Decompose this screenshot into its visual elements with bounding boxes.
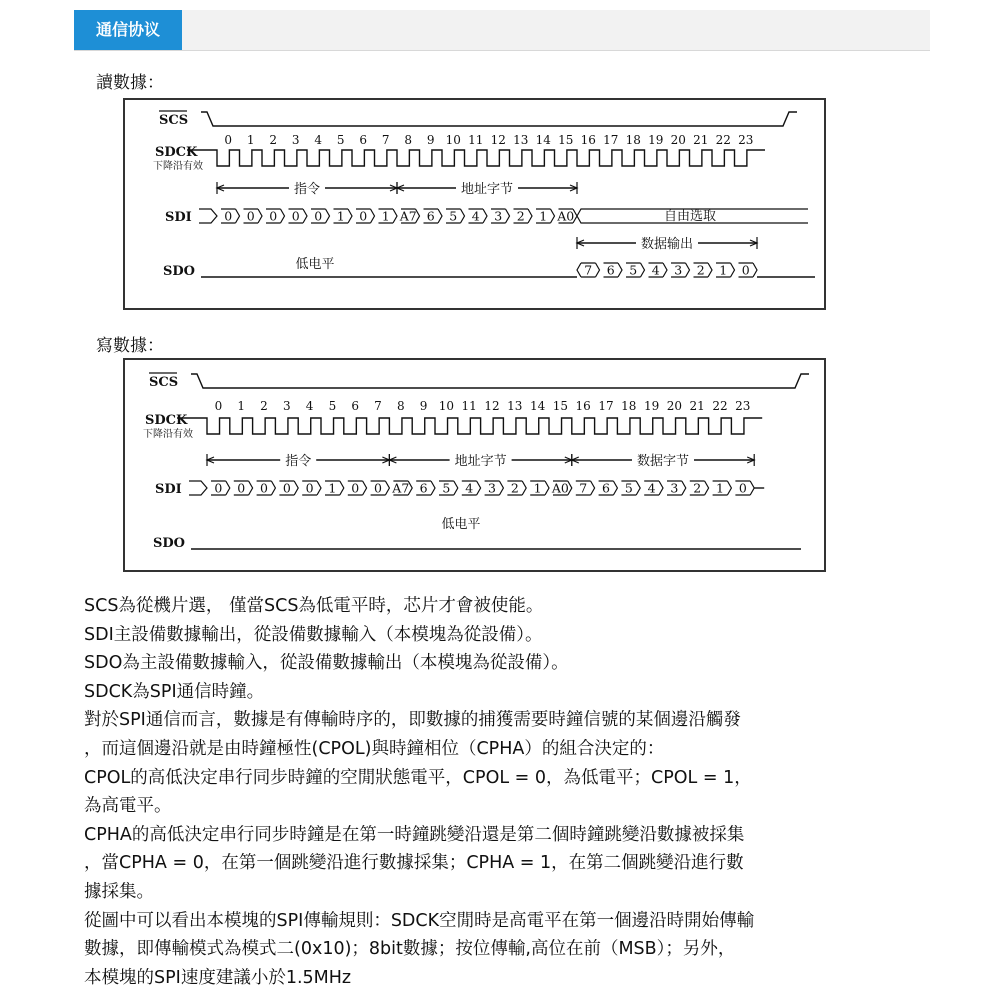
sdi-bit: 3 — [494, 208, 503, 224]
read-timing-svg — [125, 100, 824, 308]
clock-number: 4 — [305, 399, 314, 413]
description-line: 數據，即傳輸模式為模式二(0x10)；8bit數據；按位傳輸,高位在前（MSB）；另外， — [84, 939, 736, 960]
instruction-label: 指令 — [293, 182, 321, 197]
write-timing-svg — [125, 360, 824, 570]
clock-number: 18 — [621, 399, 637, 413]
clock-number: 11 — [461, 399, 477, 413]
sdi-bit: 5 — [624, 480, 633, 496]
address-byte-label: 地址字节 — [454, 454, 507, 469]
header-bar — [74, 10, 930, 51]
sdo-bit: 2 — [696, 262, 705, 278]
description-line: 從圖中可以看出本模塊的SPI傳輸規則：SDCK空閒時是高電平在第一個邊沿時開始傳輸 — [84, 910, 755, 931]
clock-number: 12 — [484, 399, 500, 413]
clock-number: 7 — [381, 133, 390, 147]
data-byte-label: 数据字节 — [636, 454, 690, 469]
sdck-clock-waveform — [187, 150, 765, 166]
write-timing-diagram — [123, 358, 826, 572]
clock-number: 10 — [438, 399, 455, 413]
clock-number: 22 — [715, 133, 731, 147]
clock-number: 10 — [445, 133, 461, 147]
sdo-bit: 0 — [741, 262, 750, 278]
sdi-bit: 0 — [314, 208, 323, 224]
clock-number: 3 — [291, 133, 300, 147]
sdi-bit: 1 — [539, 208, 548, 224]
clock-number: 8 — [404, 133, 413, 147]
sdi-bit: 5 — [442, 480, 451, 496]
clock-number: 5 — [328, 399, 337, 413]
sdi-bit: 6 — [602, 480, 610, 496]
sdi-bit: 0 — [224, 208, 233, 224]
clock-number: 17 — [603, 133, 619, 147]
clock-number: 2 — [260, 399, 268, 413]
clock-number: 20 — [666, 399, 683, 413]
clock-number: 11 — [468, 133, 484, 147]
sdi-bit: A7 — [392, 480, 410, 496]
clock-number: 6 — [351, 399, 360, 413]
sdo-signal-label: SDO — [153, 536, 185, 551]
clock-number: 21 — [689, 399, 705, 413]
clock-number: 9 — [419, 399, 428, 413]
sdck-note-label: 下降沿有效 — [143, 429, 193, 440]
clock-number: 13 — [507, 399, 523, 413]
sdo-bit: 1 — [719, 262, 728, 278]
clock-number: 5 — [336, 133, 345, 147]
sdi-bit: 3 — [670, 480, 679, 496]
sdi-bit: A0 — [557, 208, 575, 224]
read-timing-diagram — [123, 98, 826, 310]
description-line: 對於SPI通信而言，數據是有傳輸時序的，即數據的捕獲需要時鐘信號的某個邊沿觸發 — [84, 710, 741, 731]
sdi-bit: 3 — [488, 480, 496, 496]
sdi-bit: 0 — [738, 480, 747, 496]
sdi-bit: 0 — [374, 480, 382, 496]
clock-number: 22 — [712, 399, 728, 413]
scs-signal-label: SCS — [149, 375, 179, 390]
description-line: 本模塊的SPI速度建議小於1.5MHz — [84, 967, 352, 988]
clock-number: 17 — [598, 399, 614, 413]
clock-number: 14 — [535, 133, 551, 147]
clock-number: 19 — [648, 133, 664, 147]
description-line: SCS為從機片選， 僅當SCS為低電平時，芯片才會被使能。 — [84, 596, 544, 616]
sdi-bit: 1 — [336, 208, 345, 224]
clock-number: 7 — [374, 399, 382, 413]
clock-number: 16 — [580, 133, 596, 147]
sdi-bit: 2 — [693, 480, 702, 496]
clock-number: 19 — [643, 399, 660, 413]
low-level-label: 低电平 — [295, 257, 335, 272]
sdi-bit: 1 — [328, 480, 337, 496]
sdi-bit: 5 — [449, 208, 458, 224]
sdi-bit: 0 — [351, 480, 360, 496]
sdck-signal-label: SDCK — [155, 145, 198, 160]
low-level-label: 低电平 — [441, 517, 481, 532]
data-output-label: 数据输出 — [640, 237, 694, 252]
write-section-label: 寫數據： — [96, 336, 164, 356]
sdo-bit: 5 — [629, 262, 638, 278]
sdi-bit: 0 — [260, 480, 268, 496]
sdi-bit: 0 — [237, 480, 246, 496]
description-line: CPHA的高低決定串行同步時鐘是在第一時鐘跳變沿還是第二個時鐘跳變沿數據被採集 — [84, 824, 745, 845]
sdi-bit: 0 — [269, 208, 278, 224]
clock-number: 9 — [426, 133, 435, 147]
sdo-bit: 7 — [584, 262, 593, 278]
header-tab-communication-protocol[interactable]: 通信协议 — [74, 10, 182, 50]
description-line: 為高電平。 — [84, 796, 172, 817]
sdi-bit: 1 — [381, 208, 390, 224]
clock-number: 6 — [359, 133, 368, 147]
sdi-bit: 7 — [579, 480, 588, 496]
clock-number: 15 — [552, 399, 569, 413]
sdi-bit: 0 — [214, 480, 223, 496]
description-line: 據採集。 — [84, 881, 154, 902]
sdi-bit: 0 — [305, 480, 314, 496]
clock-number: 1 — [246, 133, 255, 147]
clock-number: 14 — [529, 399, 546, 413]
sdi-bit: A0 — [551, 480, 569, 496]
description-line: SDCK為SPI通信時鐘。 — [84, 681, 265, 702]
description-line: ，而這個邊沿就是由時鐘極性(CPOL)與時鐘相位（CPHA）的組合決定的： — [84, 738, 665, 759]
sdo-bit: 6 — [606, 262, 615, 278]
sdck-signal-label: SDCK — [145, 413, 188, 428]
sdi-bit: 4 — [465, 480, 474, 496]
clock-number: 0 — [224, 133, 233, 147]
description-line: CPOL的高低決定串行同步時鐘的空閒狀態電平，CPOL = 0，為低電平；CPOL = 1， — [84, 767, 752, 788]
clock-number: 18 — [625, 133, 641, 147]
sdi-bit: 0 — [291, 208, 300, 224]
sdi-bit: 1 — [533, 480, 542, 496]
sdi-bit: 4 — [647, 480, 656, 496]
sdi-bit: 6 — [426, 208, 435, 224]
scs-waveform — [201, 112, 797, 126]
address-byte-label: 地址字节 — [460, 182, 514, 197]
description-line: SDO為主設備數據輸入，從設備數據輸出（本模塊為從設備）。 — [84, 653, 569, 674]
clock-number: 13 — [513, 133, 529, 147]
sdo-bit: 3 — [674, 262, 683, 278]
clock-number: 1 — [237, 399, 246, 413]
sdi-bit: 6 — [419, 480, 428, 496]
instruction-label: 指令 — [285, 454, 312, 469]
description-line: SDI主設備數據輸出，從設備數據輸入（本模塊為從設備）。 — [84, 624, 543, 645]
sdi-bit: 1 — [716, 480, 724, 496]
scs-signal-label: SCS — [159, 113, 189, 128]
clock-number: 8 — [396, 399, 405, 413]
description-text — [84, 592, 944, 992]
sdi-bit: 2 — [510, 480, 519, 496]
clock-number: 23 — [735, 399, 751, 413]
clock-number: 20 — [670, 133, 686, 147]
sdi-bit: A7 — [399, 208, 417, 224]
scs-waveform — [191, 374, 809, 388]
sdi-signal-label: SDI — [165, 210, 192, 225]
clock-number: 0 — [214, 399, 223, 413]
sdi-start-edge — [199, 209, 217, 223]
sdo-bit: 4 — [651, 262, 660, 278]
sdi-start-edge — [189, 481, 207, 495]
sdck-clock-waveform — [177, 418, 762, 434]
clock-number: 12 — [490, 133, 506, 147]
sdi-bit: 0 — [282, 480, 291, 496]
clock-number: 21 — [693, 133, 709, 147]
sdi-signal-label: SDI — [155, 482, 182, 497]
clock-number: 15 — [558, 133, 574, 147]
clock-number: 16 — [575, 399, 591, 413]
sdi-bit: 4 — [471, 208, 480, 224]
clock-number: 4 — [314, 133, 323, 147]
clock-number: 2 — [269, 133, 278, 147]
sdi-bit: 0 — [246, 208, 255, 224]
clock-number: 3 — [282, 399, 291, 413]
sdi-bit: 2 — [516, 208, 525, 224]
clock-number: 23 — [738, 133, 754, 147]
sdo-signal-label: SDO — [163, 264, 195, 279]
free-choice-label: 自由选取 — [663, 209, 717, 224]
sdck-note-label: 下降沿有效 — [153, 161, 203, 172]
description-line: ，當CPHA = 0，在第一個跳變沿進行數據採集；CPHA = 1，在第二個跳變沿進行數 — [84, 853, 744, 874]
read-section-label: 讀數據： — [96, 73, 164, 93]
sdi-bit: 0 — [359, 208, 368, 224]
